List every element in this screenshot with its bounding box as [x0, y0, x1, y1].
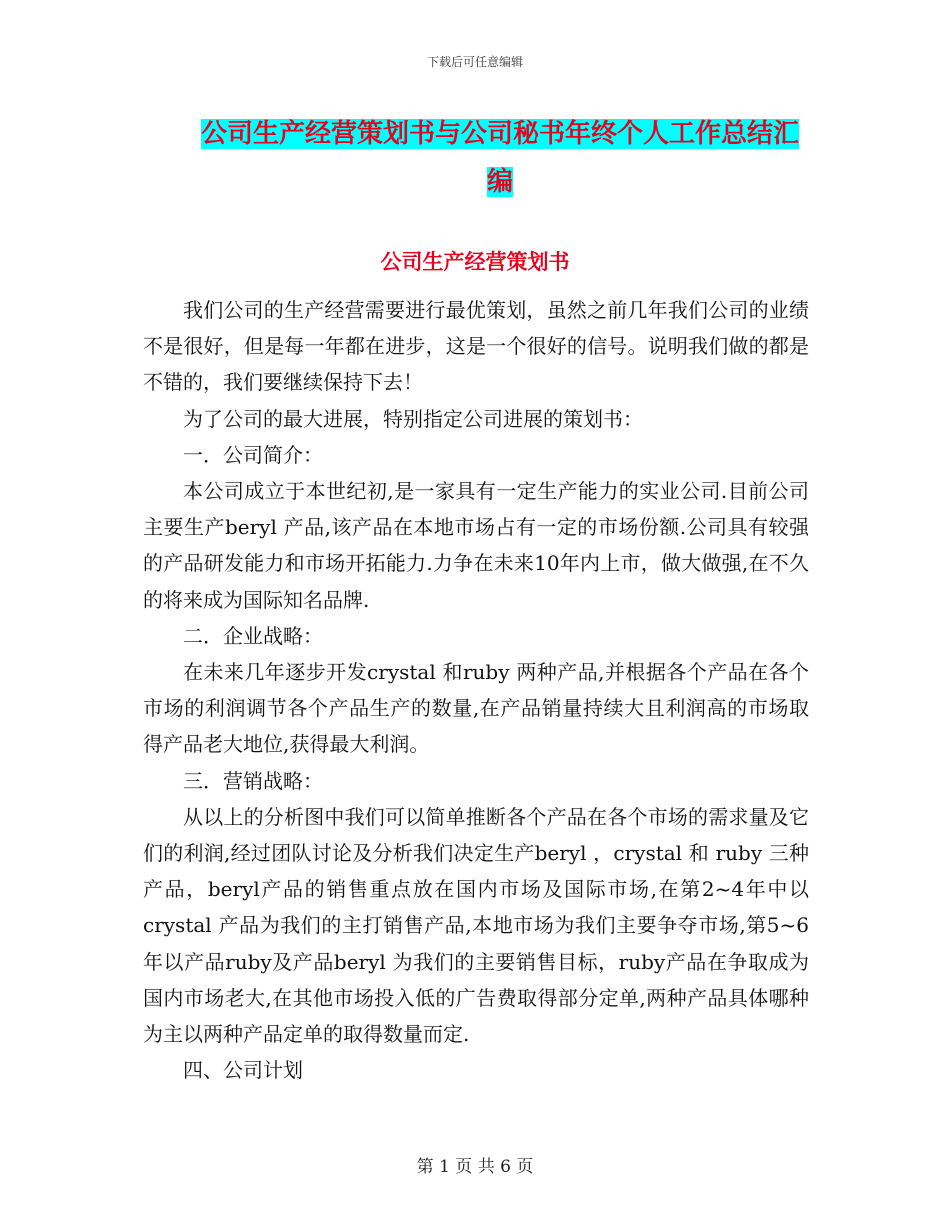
- document-title: [190, 110, 810, 206]
- heading-enterprise-strategy: 二．企业战略：: [183, 623, 323, 648]
- paragraph: 我们公司的生产经营需要进行最优策划，虽然之前几年我们公司的业绩不是很好，但是每一年都在进步，这是一个很好的信号。说明我们做的都是不错的，我们要继续保持下去！: [143, 298, 809, 395]
- section-title: 公司生产经营策划书: [380, 250, 570, 274]
- paragraph: 在未来几年逐步开发crystal 和ruby 两种产品,并根据各个产品在各个市场的利润调节各个产品生产的数量,在产品销量持续大且利润高的市场取得产品老大地位,获得最大利润。: [143, 660, 809, 757]
- page-footer: 第 1 页 共 6 页: [416, 1157, 534, 1177]
- document-title-text: 公司生产经营策划书与公司秘书年终个人工作总结汇编: [200, 119, 799, 197]
- paragraph: 为了公司的最大进展，特别指定公司进展的策划书：: [183, 406, 643, 431]
- header-note: 下载后可任意编辑: [426, 55, 523, 69]
- paragraph: 本公司成立于本世纪初,是一家具有一定生产能力的实业公司.目前公司主要生产beryl 产品,该产品在本地市场占有一定的市场份额.公司具有较强的产品研发能力和市场开拓能力.力争在未来10年内上市，做大做强,在不久的将来成为国际知名品牌.: [143, 479, 809, 612]
- heading-marketing-strategy: 三．营销战略：: [183, 768, 323, 793]
- heading-company-intro: 一．公司简介：: [183, 442, 323, 467]
- heading-company-plan: 四、公司计划: [183, 1058, 303, 1083]
- paragraph: 从以上的分析图中我们可以简单推断各个产品在各个市场的需求量及它们的利润,经过团队讨论及分析我们决定生产beryl ，crystal 和 ruby 三种产品，beryl产品的销售重点放在国内市场及国际市场,在第2~4年中以crystal 产品为我们的主打销售产品,本地市场为我们主要争夺市场,第5~6年以产品ruby及产品beryl 为我们的主要销售目标，ruby产品在争取成为国内市场老大,在其他市场投入低的广告费取得部分定单,两种产品具体哪种为主以两种产品定单的取得数量而定.: [143, 804, 809, 1047]
- document-body: [143, 292, 809, 1088]
